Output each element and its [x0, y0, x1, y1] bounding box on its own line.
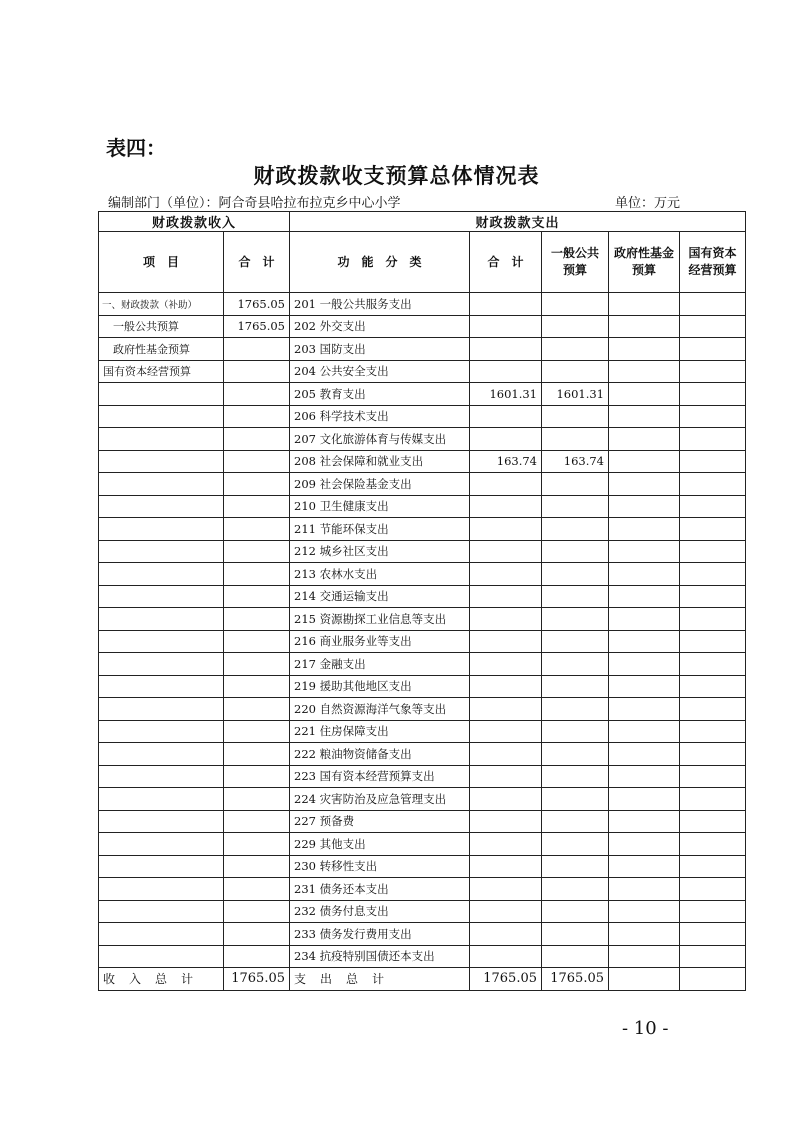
- income-total-cell: [224, 675, 290, 698]
- gov-fund-budget-cell: [609, 495, 680, 518]
- general-budget-cell: [542, 563, 609, 586]
- income-total-cell: [224, 720, 290, 743]
- table-row: [99, 900, 746, 923]
- table-row: [99, 585, 746, 608]
- state-capital-grand-total: [680, 968, 746, 991]
- general-budget-cell: [542, 878, 609, 901]
- income-item-cell: [99, 833, 224, 856]
- state-capital-budget-cell: [680, 923, 746, 946]
- state-capital-budget-cell: [680, 653, 746, 676]
- expenditure-total-cell: [470, 765, 542, 788]
- income-item-cell: 一、财政拨款（补助）: [99, 293, 224, 316]
- income-total-cell: [224, 338, 290, 361]
- totals-row: [99, 968, 746, 991]
- general-budget-cell: [542, 338, 609, 361]
- gov-fund-budget-cell: [609, 788, 680, 811]
- column-header-row: [99, 232, 746, 293]
- function-class-cell: 209 社会保险基金支出: [290, 473, 470, 496]
- col-header-income-total: 合 计: [224, 232, 290, 293]
- income-total-label: 收入总计: [99, 968, 224, 991]
- table-row: [99, 675, 746, 698]
- income-total-cell: 1765.05: [224, 315, 290, 338]
- table-row: [99, 743, 746, 766]
- income-total-cell: [224, 923, 290, 946]
- function-class-cell: 213 农林水支出: [290, 563, 470, 586]
- unit-label: 单位：万元: [614, 196, 680, 211]
- income-item-cell: 政府性基金预算: [99, 338, 224, 361]
- income-total-cell: [224, 585, 290, 608]
- income-total-cell: [224, 653, 290, 676]
- income-total-cell: [224, 495, 290, 518]
- income-item-cell: [99, 563, 224, 586]
- expenditure-total-cell: [470, 360, 542, 383]
- expenditure-total-cell: [470, 675, 542, 698]
- function-class-cell: 211 节能环保支出: [290, 518, 470, 541]
- income-total-cell: [224, 855, 290, 878]
- gov-fund-budget-cell: [609, 608, 680, 631]
- state-capital-budget-cell: [680, 900, 746, 923]
- table-row: [99, 473, 746, 496]
- table-row: [99, 405, 746, 428]
- state-capital-budget-cell: [680, 833, 746, 856]
- expenditure-total-cell: [470, 900, 542, 923]
- function-class-cell: 234 抗疫特别国债还本支出: [290, 945, 470, 968]
- income-total-cell: [224, 630, 290, 653]
- general-budget-cell: [542, 540, 609, 563]
- income-item-cell: [99, 945, 224, 968]
- income-item-cell: [99, 765, 224, 788]
- expenditure-total-cell: [470, 743, 542, 766]
- table-row: [99, 540, 746, 563]
- expenditure-total-cell: [470, 563, 542, 586]
- function-class-cell: 221 住房保障支出: [290, 720, 470, 743]
- income-total-cell: [224, 405, 290, 428]
- income-total-cell: [224, 563, 290, 586]
- function-class-cell: 217 金融支出: [290, 653, 470, 676]
- expenditure-total-cell: [470, 833, 542, 856]
- state-capital-budget-cell: [680, 855, 746, 878]
- expenditure-total-cell: [470, 923, 542, 946]
- gov-fund-budget-cell: [609, 675, 680, 698]
- income-item-cell: [99, 540, 224, 563]
- function-class-cell: 224 灾害防治及应急管理支出: [290, 788, 470, 811]
- income-item-cell: [99, 585, 224, 608]
- state-capital-budget-cell: [680, 315, 746, 338]
- income-total-cell: [224, 945, 290, 968]
- general-budget-cell: [542, 630, 609, 653]
- income-total-cell: [224, 473, 290, 496]
- table-row: [99, 428, 746, 451]
- table-row: [99, 720, 746, 743]
- state-capital-budget-cell: [680, 383, 746, 406]
- table-row: [99, 833, 746, 856]
- income-item-cell: [99, 653, 224, 676]
- gov-fund-budget-cell: [609, 540, 680, 563]
- income-item-cell: [99, 383, 224, 406]
- function-class-cell: 223 国有资本经营预算支出: [290, 765, 470, 788]
- state-capital-budget-cell: [680, 428, 746, 451]
- function-class-cell: 222 粮油物资储备支出: [290, 743, 470, 766]
- income-total-cell: [224, 540, 290, 563]
- function-class-cell: 214 交通运输支出: [290, 585, 470, 608]
- col-header-gov-fund-budget: 政府性基金预算: [609, 232, 680, 293]
- income-item-cell: [99, 855, 224, 878]
- general-budget-cell: [542, 428, 609, 451]
- income-item-cell: [99, 518, 224, 541]
- expenditure-total-cell: 1601.31: [470, 383, 542, 406]
- expenditure-total-cell: [470, 788, 542, 811]
- document-title: 财政拨款收支预算总体情况表: [253, 163, 540, 188]
- general-budget-cell: [542, 315, 609, 338]
- table-row: [99, 878, 746, 901]
- state-capital-budget-cell: [680, 540, 746, 563]
- gov-fund-budget-cell: [609, 698, 680, 721]
- general-budget-cell: [542, 405, 609, 428]
- expenditure-total-cell: [470, 878, 542, 901]
- function-class-cell: 212 城乡社区支出: [290, 540, 470, 563]
- function-class-cell: 216 商业服务业等支出: [290, 630, 470, 653]
- general-budget-cell: [542, 495, 609, 518]
- income-item-cell: [99, 743, 224, 766]
- general-budget-cell: [542, 743, 609, 766]
- expenditure-total-cell: [470, 585, 542, 608]
- income-total-cell: [224, 765, 290, 788]
- gov-fund-budget-cell: [609, 720, 680, 743]
- general-budget-cell: 163.74: [542, 450, 609, 473]
- income-item-cell: [99, 473, 224, 496]
- state-capital-budget-cell: [680, 450, 746, 473]
- expenditure-total-cell: [470, 630, 542, 653]
- income-item-cell: [99, 630, 224, 653]
- meta-row: [108, 192, 680, 211]
- table-row: [99, 698, 746, 721]
- income-group-header: 财政拨款收入: [99, 212, 290, 232]
- function-class-cell: 229 其他支出: [290, 833, 470, 856]
- state-capital-budget-cell: [680, 473, 746, 496]
- table-row: [99, 923, 746, 946]
- budget-table: [98, 211, 746, 991]
- general-budget-cell: [542, 720, 609, 743]
- expenditure-total-cell: [470, 810, 542, 833]
- general-budget-cell: [542, 945, 609, 968]
- gov-fund-budget-cell: [609, 923, 680, 946]
- income-total-cell: [224, 878, 290, 901]
- gov-fund-budget-cell: [609, 293, 680, 316]
- table-row: [99, 653, 746, 676]
- function-class-cell: 202 外交支出: [290, 315, 470, 338]
- income-total-cell: [224, 450, 290, 473]
- state-capital-budget-cell: [680, 360, 746, 383]
- income-total-cell: [224, 698, 290, 721]
- gov-fund-budget-cell: [609, 338, 680, 361]
- gov-fund-budget-cell: [609, 563, 680, 586]
- income-item-cell: 一般公共预算: [99, 315, 224, 338]
- expenditure-group-header: 财政拨款支出: [290, 212, 746, 232]
- function-class-cell: 232 债务付息支出: [290, 900, 470, 923]
- state-capital-budget-cell: [680, 608, 746, 631]
- general-budget-cell: [542, 855, 609, 878]
- function-class-cell: 201 一般公共服务支出: [290, 293, 470, 316]
- state-capital-budget-cell: [680, 765, 746, 788]
- general-budget-cell: [542, 608, 609, 631]
- income-item-cell: [99, 608, 224, 631]
- function-class-cell: 208 社会保障和就业支出: [290, 450, 470, 473]
- function-class-cell: 219 援助其他地区支出: [290, 675, 470, 698]
- function-class-cell: 206 科学技术支出: [290, 405, 470, 428]
- income-total-cell: [224, 383, 290, 406]
- function-class-cell: 230 转移性支出: [290, 855, 470, 878]
- state-capital-budget-cell: [680, 630, 746, 653]
- general-budget-cell: [542, 765, 609, 788]
- income-total-cell: [224, 518, 290, 541]
- income-item-cell: [99, 405, 224, 428]
- state-capital-budget-cell: [680, 293, 746, 316]
- col-header-general-budget: 一般公共预算: [542, 232, 609, 293]
- table-row: [99, 293, 746, 316]
- gov-fund-budget-cell: [609, 833, 680, 856]
- function-class-cell: 207 文化旅游体育与传媒支出: [290, 428, 470, 451]
- compiling-unit: 编制部门（单位）：阿合奇县哈拉布拉克乡中心小学: [108, 196, 401, 211]
- expenditure-total-cell: [470, 945, 542, 968]
- income-total-cell: [224, 810, 290, 833]
- function-class-cell: 204 公共安全支出: [290, 360, 470, 383]
- table-row: [99, 630, 746, 653]
- general-budget-cell: [542, 585, 609, 608]
- table-row: [99, 360, 746, 383]
- general-budget-grand-total: 1765.05: [542, 968, 609, 991]
- general-budget-cell: [542, 675, 609, 698]
- state-capital-budget-cell: [680, 675, 746, 698]
- table-row: [99, 383, 746, 406]
- col-header-expenditure-total: 合 计: [470, 232, 542, 293]
- state-capital-budget-cell: [680, 945, 746, 968]
- table-row: [99, 315, 746, 338]
- general-budget-cell: [542, 293, 609, 316]
- state-capital-budget-cell: [680, 495, 746, 518]
- expenditure-total-cell: [470, 698, 542, 721]
- gov-fund-budget-cell: [609, 428, 680, 451]
- gov-fund-budget-cell: [609, 630, 680, 653]
- income-total-cell: [224, 788, 290, 811]
- general-budget-cell: [542, 698, 609, 721]
- function-class-cell: 203 国防支出: [290, 338, 470, 361]
- expenditure-total-cell: [470, 720, 542, 743]
- income-total-cell: [224, 428, 290, 451]
- col-header-item: 项 目: [99, 232, 224, 293]
- table-row: [99, 788, 746, 811]
- function-class-cell: 205 教育支出: [290, 383, 470, 406]
- expenditure-total-cell: [470, 293, 542, 316]
- expenditure-total-cell: [470, 338, 542, 361]
- general-budget-cell: [542, 788, 609, 811]
- expenditure-total-cell: [470, 405, 542, 428]
- gov-fund-budget-cell: [609, 653, 680, 676]
- expenditure-total-cell: [470, 428, 542, 451]
- state-capital-budget-cell: [680, 338, 746, 361]
- gov-fund-budget-cell: [609, 450, 680, 473]
- general-budget-cell: [542, 360, 609, 383]
- table-row: [99, 855, 746, 878]
- general-budget-cell: [542, 518, 609, 541]
- income-item-cell: [99, 788, 224, 811]
- general-budget-cell: [542, 473, 609, 496]
- income-total-cell: [224, 743, 290, 766]
- state-capital-budget-cell: [680, 563, 746, 586]
- gov-fund-budget-cell: [609, 518, 680, 541]
- state-capital-budget-cell: [680, 810, 746, 833]
- table-number: 表四：: [106, 136, 166, 160]
- general-budget-cell: [542, 923, 609, 946]
- gov-fund-budget-cell: [609, 878, 680, 901]
- group-header-row: [99, 212, 746, 232]
- gov-fund-budget-cell: [609, 743, 680, 766]
- state-capital-budget-cell: [680, 698, 746, 721]
- table-row: [99, 563, 746, 586]
- table-row: [99, 450, 746, 473]
- gov-fund-budget-cell: [609, 383, 680, 406]
- gov-fund-budget-cell: [609, 473, 680, 496]
- expenditure-total-label: 支出总计: [290, 968, 470, 991]
- income-total-cell: 1765.05: [224, 293, 290, 316]
- function-class-cell: 233 债务发行费用支出: [290, 923, 470, 946]
- income-total-cell: [224, 608, 290, 631]
- gov-fund-budget-cell: [609, 360, 680, 383]
- table-row: [99, 945, 746, 968]
- state-capital-budget-cell: [680, 720, 746, 743]
- income-total-cell: [224, 833, 290, 856]
- table-row: [99, 338, 746, 361]
- expenditure-total-cell: [470, 473, 542, 496]
- income-item-cell: [99, 428, 224, 451]
- function-class-cell: 220 自然资源海洋气象等支出: [290, 698, 470, 721]
- table-row: [99, 495, 746, 518]
- table-row: [99, 810, 746, 833]
- gov-fund-budget-cell: [609, 855, 680, 878]
- gov-fund-budget-cell: [609, 945, 680, 968]
- col-header-state-capital-budget: 国有资本经营预算: [680, 232, 746, 293]
- state-capital-budget-cell: [680, 585, 746, 608]
- general-budget-cell: [542, 653, 609, 676]
- state-capital-budget-cell: [680, 405, 746, 428]
- income-item-cell: 国有资本经营预算: [99, 360, 224, 383]
- expenditure-grand-total: 1765.05: [470, 968, 542, 991]
- expenditure-total-cell: [470, 855, 542, 878]
- gov-fund-budget-cell: [609, 810, 680, 833]
- expenditure-total-cell: [470, 315, 542, 338]
- page-number: - 10 -: [622, 1018, 669, 1039]
- income-item-cell: [99, 923, 224, 946]
- gov-fund-budget-cell: [609, 315, 680, 338]
- income-item-cell: [99, 720, 224, 743]
- expenditure-total-cell: [470, 518, 542, 541]
- gov-fund-budget-cell: [609, 765, 680, 788]
- expenditure-total-cell: [470, 540, 542, 563]
- general-budget-cell: [542, 900, 609, 923]
- gov-fund-budget-cell: [609, 585, 680, 608]
- income-item-cell: [99, 900, 224, 923]
- income-item-cell: [99, 810, 224, 833]
- gov-fund-grand-total: [609, 968, 680, 991]
- income-item-cell: [99, 878, 224, 901]
- state-capital-budget-cell: [680, 788, 746, 811]
- col-header-function-class: 功 能 分 类: [290, 232, 470, 293]
- function-class-cell: 227 预备费: [290, 810, 470, 833]
- income-grand-total: 1765.05: [224, 968, 290, 991]
- income-item-cell: [99, 675, 224, 698]
- state-capital-budget-cell: [680, 878, 746, 901]
- state-capital-budget-cell: [680, 518, 746, 541]
- state-capital-budget-cell: [680, 743, 746, 766]
- table-row: [99, 608, 746, 631]
- income-item-cell: [99, 698, 224, 721]
- income-total-cell: [224, 360, 290, 383]
- function-class-cell: 210 卫生健康支出: [290, 495, 470, 518]
- income-item-cell: [99, 495, 224, 518]
- general-budget-cell: [542, 810, 609, 833]
- expenditure-total-cell: [470, 608, 542, 631]
- table-row: [99, 765, 746, 788]
- income-total-cell: [224, 900, 290, 923]
- expenditure-total-cell: 163.74: [470, 450, 542, 473]
- table-row: [99, 518, 746, 541]
- gov-fund-budget-cell: [609, 405, 680, 428]
- expenditure-total-cell: [470, 653, 542, 676]
- income-item-cell: [99, 450, 224, 473]
- general-budget-cell: 1601.31: [542, 383, 609, 406]
- gov-fund-budget-cell: [609, 900, 680, 923]
- function-class-cell: 215 资源勘探工业信息等支出: [290, 608, 470, 631]
- function-class-cell: 231 债务还本支出: [290, 878, 470, 901]
- expenditure-total-cell: [470, 495, 542, 518]
- general-budget-cell: [542, 833, 609, 856]
